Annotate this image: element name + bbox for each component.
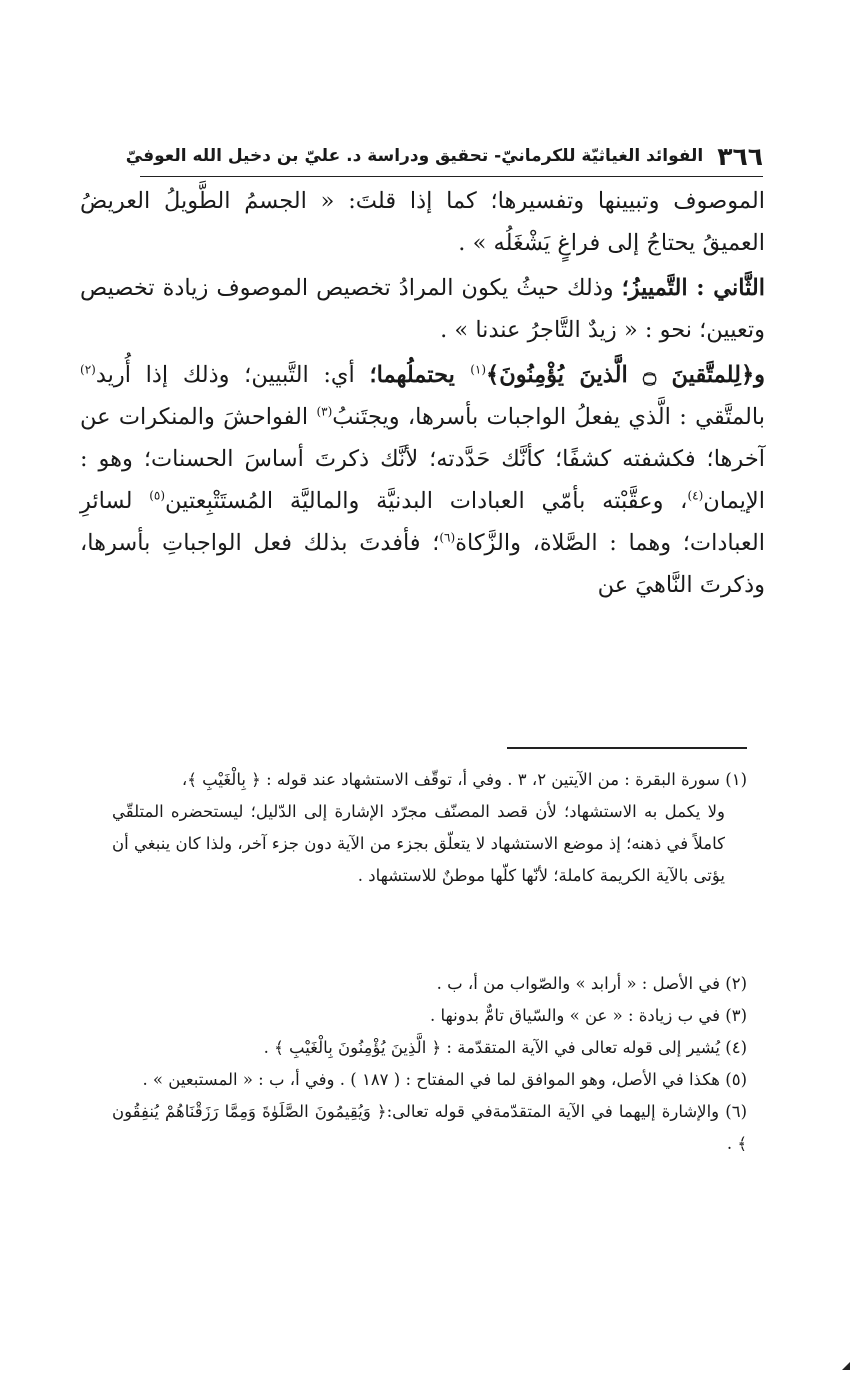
footnote-ref-4: (٤)	[687, 488, 704, 503]
paragraph-2	[80, 267, 765, 351]
footnote-ref-5: (٥)	[149, 488, 166, 503]
footnote-1-continuation: ولا يكمل به الاستشهاد؛ لأن قصد المصنّف مجرّد الإشارة إلى الدّليل؛ ليستحضره المتلقّي كاملاً في ذهنه؛ إذ موضع الاستشهاد لا يتعلّق بجزء من الآية دون جزء آخر، ولذا كان ينبغي أن يؤتى بالآية الكريمة كاملة؛ لأنّها كلّها موطنٌ للاستشهاد .	[112, 802, 725, 885]
paragraph-3-text-d: ، وعقَّبْته بأمّي العبادات البدنيَّة والماليَّة المُستَتْبِعتين	[165, 488, 688, 514]
paragraph-3-text-a: أي: التَّبيين؛ وذلك إذا أُريد	[95, 362, 370, 388]
paragraph-2-text: وذلك حيثُ يكون المرادُ تخصيص الموصوف زيادة تخصيص وتعيين؛ نحو : « زيدٌ التَّاجرُ عندنا » .	[80, 275, 765, 343]
footnote-ref-3: (٣)	[316, 404, 333, 419]
paragraph-3-text-b: بالمتَّقي : الَّذي يفعلُ الواجبات بأسرها، ويجتَنبُ	[332, 404, 765, 430]
footnotes-list	[112, 968, 747, 1160]
corner-mark	[842, 1362, 850, 1370]
main-text	[80, 180, 765, 606]
term-yahtamiluhuma: يحتملُهما؛	[369, 362, 471, 388]
footnote-5: (٥) هكذا في الأصل، وهو الموافق لما في المفتاح : ( ١٨٧ ) . وفي أ، ب : « المستبعين » .	[142, 1070, 747, 1089]
footnote-1-line: (١) سورة البقرة : من الآيتين ٢، ٣ . وفي أ، توقّف الاستشهاد عند قوله : ﴿ بِالْغَيْبِ ﴾،	[181, 770, 747, 789]
footnote-3: (٣) في ب زيادة : « عن » والسّياق تامٌّ بدونها .	[430, 1006, 747, 1025]
term-tamyiz: الثَّاني : التَّمييزُ؛	[621, 275, 765, 301]
running-header	[125, 136, 763, 177]
footnote-ref-6: (٦)	[439, 530, 456, 545]
footnote-separator	[507, 747, 747, 749]
quran-quote: و﴿لِلمتَّقينَ ۝ الَّذينَ يُؤْمِنُونَ﴾	[486, 362, 765, 388]
footnote-6: (٦) والإشارة إليهما في الآية المتقدّمةفي قوله تعالى:﴿ وَيُقِيمُونَ الصَّلَوٰةَ وَمِمَّا رَزَقْنَاهُمْ يُنفِقُون ﴾ .	[112, 1102, 747, 1153]
paragraph-3-text-f: ؛ فأفدتَ بذلك فعل الواجباتِ بأسرها، وذكرتَ النَّاهيَ عن	[80, 530, 765, 598]
footnote-4: (٤) يُشير إلى قوله تعالى في الآية المتقدّمة : ﴿ الَّذِينَ يُؤْمِنُونَ بِالْغَيْبِ ﴾ .	[263, 1038, 747, 1057]
footnote-ref-1: (١)	[470, 362, 487, 377]
running-title: الفوائد الغياثيّة للكرمانيّ- تحقيق ودراسة د. عليّ بن دخيل الله العوفيّ	[125, 146, 704, 166]
paragraph-1: الموصوف وتبيينها وتفسيرها؛ كما إذا قلتَ: « الجسمُ الطَّويلُ العريضُ العميقُ يحتاجُ إلى فراغٍ يَشْغَلُه » .	[80, 188, 765, 256]
footnote-2: (٢) في الأصل : « أرابد » والصّواب من أ، ب .	[436, 974, 747, 993]
page-number: ٣٦٦	[717, 141, 763, 171]
paragraph-3-text-e: لسائرِ العبادات؛ وهما : الصَّلاة، والزَّكاة	[80, 488, 765, 556]
paragraph-3	[80, 354, 765, 606]
footnote-ref-2: (٢)	[80, 362, 96, 377]
footnote-1	[112, 764, 747, 892]
paragraph-3-text-c: الفواحشَ والمنكرات عن آخرها؛ فكشفته كشفًا؛ كأنَّك حَدَّدته؛ لأنَّك ذكرتَ أساسَ الحسنات؛ وهو : الإيمان	[80, 404, 766, 514]
